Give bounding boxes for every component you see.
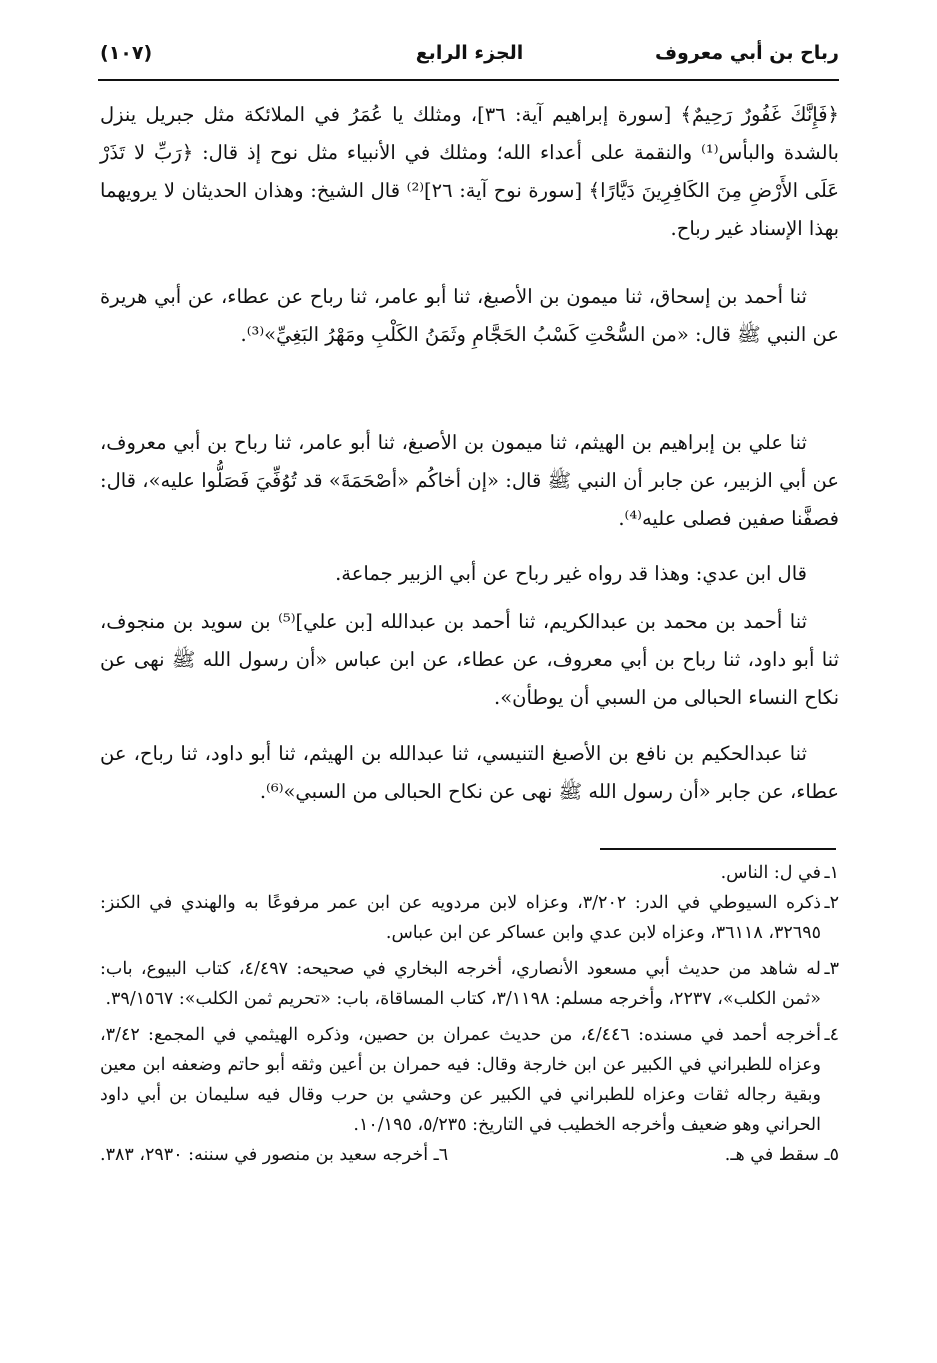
header-book-section: رباح بن أبي معروف [654, 42, 839, 64]
footnote-2 [100, 888, 839, 948]
footnotes-5-6 [100, 1140, 839, 1170]
header-divider [98, 79, 839, 81]
footnote-number: ٣ـ [824, 959, 839, 979]
footnote-1 [100, 858, 839, 888]
header-part: الجزء الرابع [415, 42, 524, 64]
page-number: (١٠٧) [100, 42, 153, 64]
footnote-number: ٤ـ [824, 1025, 839, 1045]
footnote-text: أخرجه أحمد في مسنده: ٤/٤٤٦، من حديث عمران بن حصين، وذكره الهيثمي في المجمع: ٣/٤٢، وعزاه للطبراني في الكبير عن ابن خارجة وقال: فيه حمران بن أعين وثقه أبو حاتم وضعفه ابن معين وبقية رجاله ثقات وعزاه للطبراني في الكبير عن وحشي بن حرب وقال فيه سليمان بن أبي داود الحراني وهو ضعيف وأخرجه الخطيب في التاريخ: ٥/٢٣٥، ١٠/١٩٥. [100, 1025, 821, 1135]
footnote-number: ٢ـ [824, 893, 839, 913]
footnote-divider [600, 848, 836, 850]
footnote-3 [100, 954, 839, 1014]
footnote-6: ٦ـ أخرجه سعيد بن منصور في سننه: ٢٩٣٠، ٣٨٣. [100, 1145, 449, 1165]
paragraph-6: ثنا عبدالحكيم بن نافع بن الأصبغ التنيسي، ثنا عبدالله بن الهيثم، ثنا أبو داود، ثنا رباح، عن عطاء، عن جابر «أن رسول الله ﷺ نهى عن نكاح الحبالى من السبي»⁽⁶⁾. [100, 742, 839, 803]
footnote-4 [100, 1020, 839, 1140]
footnote-text: له شاهد من حديث أبي مسعود الأنصاري، أخرجه البخاري في صحيحه: ٤/٤٩٧، كتاب البيوع، باب: «ثمن الكلب»، ٢٢٣٧، وأخرجه مسلم: ٣/١١٩٨، كتاب المساقاة، باب: «تحريم ثمن الكلب»: ٣٩/١٥٦٧. [100, 959, 821, 1009]
paragraph-4: قال ابن عدي: وهذا قد رواه غير رباح عن أبي الزبير جماعة. [335, 562, 807, 585]
paragraph-3: ثنا علي بن إبراهيم بن الهيثم، ثنا ميمون بن الأصبغ، ثنا أبو عامر، ثنا رباح بن أبي معروف، عن أبي الزبير، عن جابر أن النبي ﷺ قال: «إن أخاكُم «أصْحَمَةَ» قد تُوُفِّيَ فَصَلُّوا عليه»، قال: فصفَّنا صفين فصلى عليه⁽⁴⁾. [100, 431, 839, 530]
footnote-text: ذكره السيوطي في الدر: ٣/٢٠٢، وعزاه لابن مردويه عن ابن عمر مرفوعًا به والهندي في الكنز: ٣٢٦٩٥، ٣٦١١٨، وعزاه لابن عدي وابن عساكر عن ابن عباس. [100, 893, 821, 943]
running-header [100, 38, 839, 78]
footnote-number: ١ـ [824, 863, 839, 883]
paragraph-1: ﴿فَإِنَّكَ غَفُورٌ رَحِيمٌ﴾ [سورة إبراهيم آية: ٣٦]، ومثلك يا عُمَرُ في الملائكة مثل جبريل ينزل بالشدة والبأس⁽¹⁾ والنقمة على أعداء الله؛ ومثلك في الأنبياء مثل نوح إذ قال: ﴿رَبِّ لا تَذَرْ عَلَى الأَرْضِ مِنَ الكَافِرِينَ دَيَّارًا﴾ [سورة نوح آية: ٢٦]⁽²⁾ قال الشيخ: وهذان الحديثان لا يرويهما بهذا الإسناد غير رباح. [100, 103, 839, 240]
paragraph-5: ثنا أحمد بن محمد بن عبدالكريم، ثنا أحمد بن عبدالله [بن علي]⁽⁵⁾ بن سويد بن منجوف، ثنا أبو داود، ثنا رباح بن أبي معروف، عن عطاء، عن ابن عباس «أن رسول الله ﷺ نهى عن نكاح النساء الحبالى من السبي أن يوطأن». [100, 610, 839, 709]
main-text [100, 96, 839, 845]
paragraph-2: ثنا أحمد بن إسحاق، ثنا ميمون بن الأصبغ، ثنا أبو عامر، ثنا رباح عن عطاء، عن أبي هريرة عن النبي ﷺ قال: «من السُّحْتِ كَسْبُ الحَجَّامِ وثَمَنُ الكَلْبِ ومَهْرُ البَغِيِّ»⁽³⁾. [100, 285, 839, 346]
footnote-text: في ل: الناس. [720, 863, 821, 883]
footnotes [100, 858, 839, 1170]
footnote-5: ٥ـ سقط في هـ. [724, 1145, 839, 1165]
